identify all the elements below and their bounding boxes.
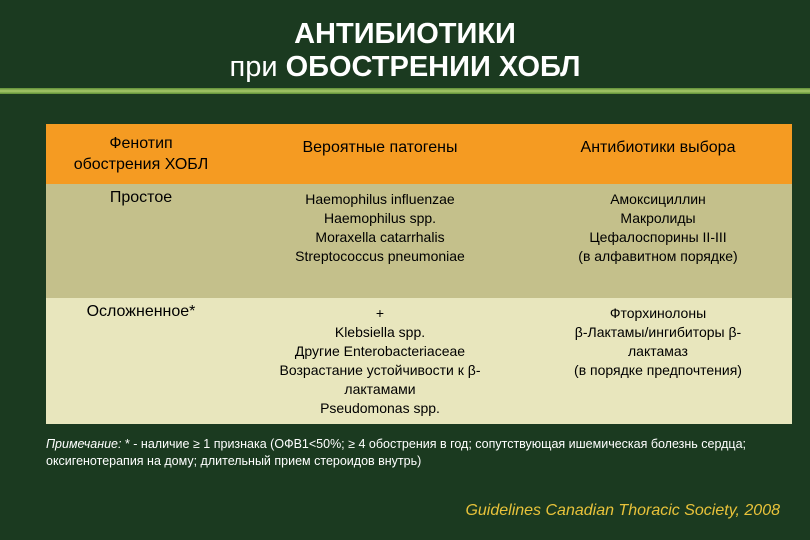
slide-title	[0, 18, 810, 84]
title-line-2-rest: ОБОСТРЕНИИ ХОБЛ	[285, 51, 581, 83]
title-line-1: АНТИБИОТИКИ	[294, 18, 516, 50]
pathogen-line: Haemophilus influenzae	[305, 191, 455, 207]
pathogens-cell	[236, 184, 524, 298]
header-phenotype-line: Фенотип	[109, 135, 173, 152]
antibiotics-cell	[524, 298, 792, 424]
antibiotic-line: лактамаз	[628, 343, 688, 359]
antibiotic-line: β-Лактамы/ингибиторы β-	[574, 324, 742, 340]
antibiotic-line: (в порядке предпочтения)	[574, 362, 742, 378]
pathogen-line: лактамами	[344, 381, 416, 397]
title-line-2-prefix: при	[229, 51, 278, 83]
header-phenotype-line: обострения ХОБЛ	[73, 156, 209, 173]
phenotype-cell: Простое	[109, 189, 173, 206]
pathogen-line: Возрастание устойчивости к β-	[279, 362, 481, 378]
pathogen-line: +	[375, 305, 385, 321]
antibiotic-line: Макролиды	[620, 210, 696, 226]
header-antibiotics: Антибиотики выбора	[580, 139, 736, 156]
antibiotic-line: Амоксициллин	[610, 191, 706, 207]
footnote-text: * - наличие ≥ 1 признака (ОФВ1<50%; ≥ 4 обострения в год; сопутствующая ишемическая болезнь сердца; оксигенотерапия на дому; длительный прием стероидов внутрь)	[46, 437, 747, 468]
source-citation: Guidelines Canadian Thoracic Society, 2008	[465, 502, 780, 519]
pathogen-line: Moraxella catarrhalis	[315, 229, 445, 245]
antibiotics-table	[46, 124, 792, 424]
table-header-row	[46, 124, 792, 184]
title-divider	[0, 88, 810, 94]
pathogen-line: Klebsiella spp.	[334, 324, 426, 340]
pathogen-line: Haemophilus spp.	[323, 210, 437, 226]
pathogen-line: Pseudomonas spp.	[320, 400, 440, 416]
title-line-2	[0, 51, 810, 84]
footnote-lead: Примечание:	[46, 437, 122, 451]
header-pathogens: Вероятные патогены	[302, 139, 458, 156]
pathogen-line: Streptococcus pneumoniae	[295, 248, 465, 264]
header-phenotype	[46, 124, 236, 184]
antibiotic-line: Фторхинолоны	[609, 305, 707, 321]
antibiotic-line: Цефалоспорины II-III	[589, 229, 727, 245]
table-row	[46, 184, 792, 298]
antibiotic-line: (в алфавитном порядке)	[578, 248, 738, 264]
pathogen-line: Другие Enterobacteriaceae	[294, 343, 466, 359]
table-row	[46, 298, 792, 424]
footnote	[46, 436, 792, 470]
pathogens-cell	[236, 298, 524, 424]
phenotype-cell: Осложненное*	[86, 303, 196, 320]
antibiotics-cell	[524, 184, 792, 298]
